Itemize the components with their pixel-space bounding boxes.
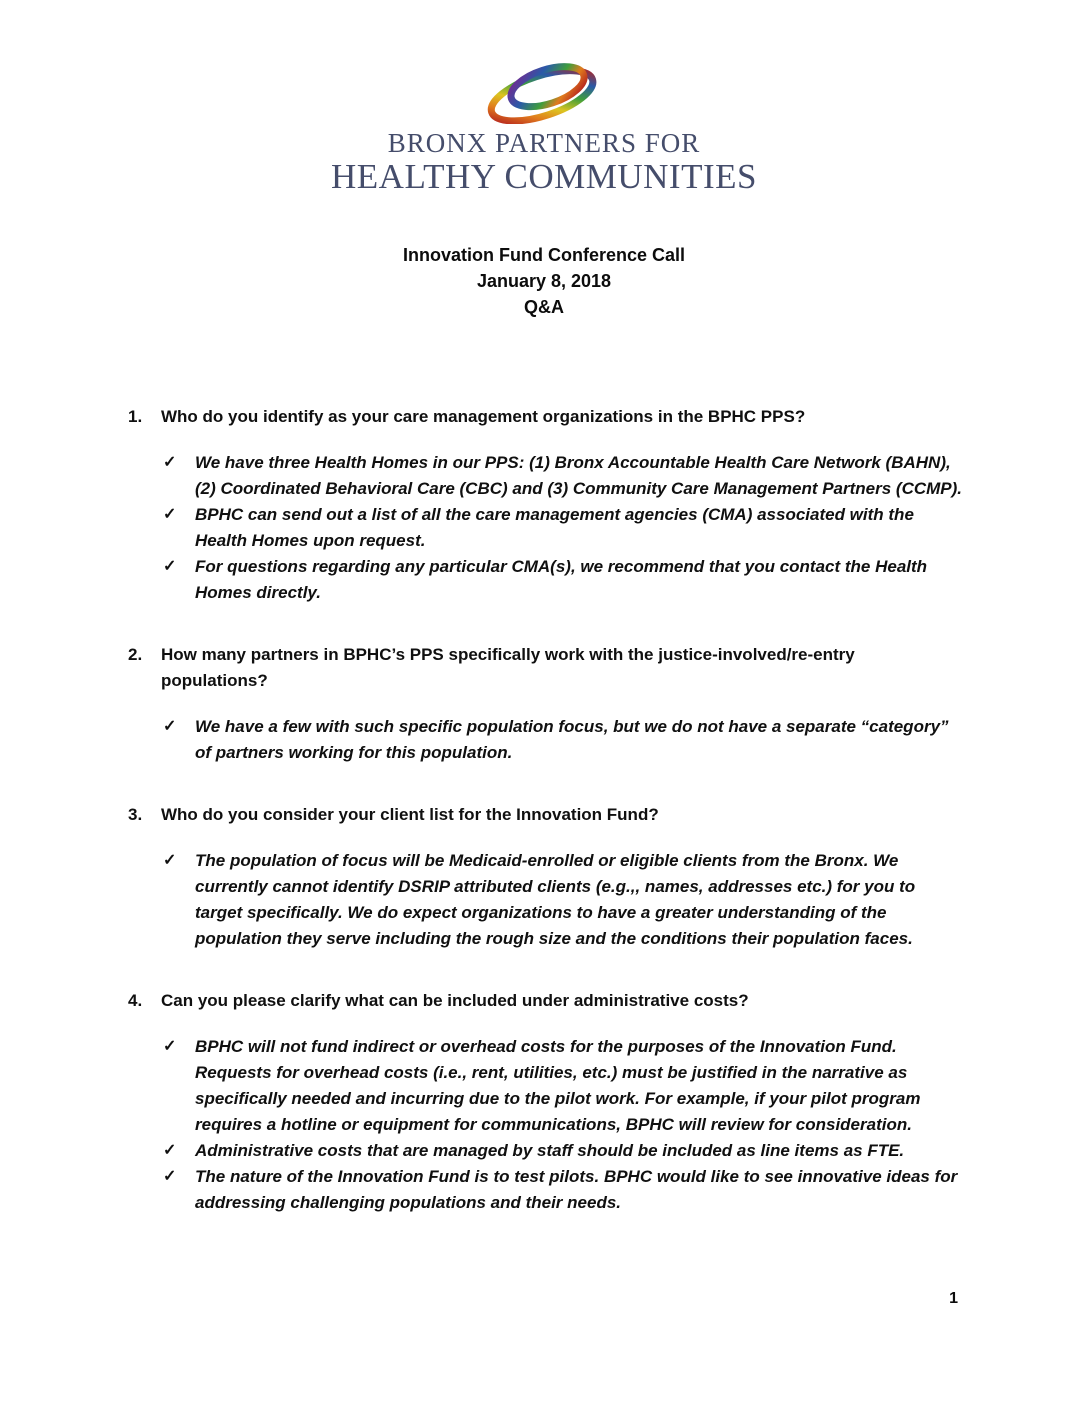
title-date: January 8, 2018 xyxy=(476,271,612,291)
check-icon: ✓ xyxy=(163,718,177,735)
answer-item xyxy=(163,1138,962,1164)
check-icon: ✓ xyxy=(163,1038,177,1055)
title-line1: Innovation Fund Conference Call xyxy=(402,245,685,265)
answer-text: We have three Health Homes in our PPS: (1) Bronx Accountable Health Care Network (BAHN), (2) Coordinated Behavioral Care (CBC) and (3) Community Care Management Partners (CCMP). xyxy=(195,453,963,498)
question-text: Can you please clarify what can be included under administrative costs? xyxy=(161,991,749,1010)
check-icon: ✓ xyxy=(163,506,177,523)
org-name-line1: BRONX PARTNERS FOR xyxy=(387,128,701,158)
answer-item xyxy=(163,502,962,554)
answer-item xyxy=(163,1034,962,1138)
question-number: 3. xyxy=(128,805,143,824)
document-title xyxy=(0,242,1088,320)
answer-text: The nature of the Innovation Fund is to test pilots. BPHC would like to see innovative ideas for addressing challenging populations and their needs. xyxy=(195,1167,958,1212)
title-qa: Q&A xyxy=(524,297,564,317)
question-number: 2. xyxy=(128,645,143,664)
check-icon: ✓ xyxy=(163,558,177,575)
answer-list xyxy=(163,848,962,952)
question-block-3 xyxy=(128,802,962,952)
answer-text: BPHC can send out a list of all the care management agencies (CMA) associated with the Health Homes upon request. xyxy=(195,505,914,550)
check-icon: ✓ xyxy=(163,454,177,471)
check-icon: ✓ xyxy=(163,852,177,869)
answer-item xyxy=(163,714,962,766)
question-number: 1. xyxy=(128,407,143,426)
answer-item xyxy=(163,848,962,952)
page-number: 1 xyxy=(949,1290,958,1307)
answer-text: For questions regarding any particular CMA(s), we recommend that you contact the Health Homes directly. xyxy=(195,557,928,602)
check-icon: ✓ xyxy=(163,1142,177,1159)
answer-text: We have a few with such specific population focus, but we do not have a separate “category” of partners working for this population. xyxy=(195,717,949,762)
qa-content xyxy=(0,404,1088,1216)
question-block-1 xyxy=(128,404,962,606)
question-block-2 xyxy=(128,642,962,766)
question-text: How many partners in BPHC’s PPS specifically work with the justice-involved/re-entry populations? xyxy=(161,645,855,690)
answer-item xyxy=(163,450,962,502)
org-logo xyxy=(0,0,1088,196)
answer-text: The population of focus will be Medicaid-enrolled or eligible clients from the Bronx. We currently cannot identify DSRIP attributed clients (e.g.,, names, addresses etc.) for you to target specifically. We do expect organizations to have a greater understanding of the population they serve including the rough size and the conditions their population faces. xyxy=(195,851,916,948)
answer-list xyxy=(163,450,962,606)
question-number: 4. xyxy=(128,991,143,1010)
org-name-line2: HEALTHY COMMUNITIES xyxy=(331,157,757,196)
answer-text: Administrative costs that are managed by staff should be included as line items as FTE. xyxy=(195,1141,905,1160)
question-text: Who do you consider your client list for the Innovation Fund? xyxy=(161,805,659,824)
answer-item xyxy=(163,1164,962,1216)
answer-list xyxy=(163,714,962,766)
interlocking-ellipses-icon xyxy=(484,60,604,124)
answer-list xyxy=(163,1034,962,1216)
check-icon: ✓ xyxy=(163,1168,177,1185)
answer-text: BPHC will not fund indirect or overhead costs for the purposes of the Innovation Fund. Requests for overhead costs (i.e., rent, utilities, etc.) must be justified in the narrative as specifically needed and incurring due to the pilot work. For example, if your pilot program requires a hotline or equipment for communications, BPHC will review for consideration. xyxy=(195,1037,921,1134)
question-block-4 xyxy=(128,988,962,1216)
question-text: Who do you identify as your care management organizations in the BPHC PPS? xyxy=(161,407,806,426)
answer-item xyxy=(163,554,962,606)
